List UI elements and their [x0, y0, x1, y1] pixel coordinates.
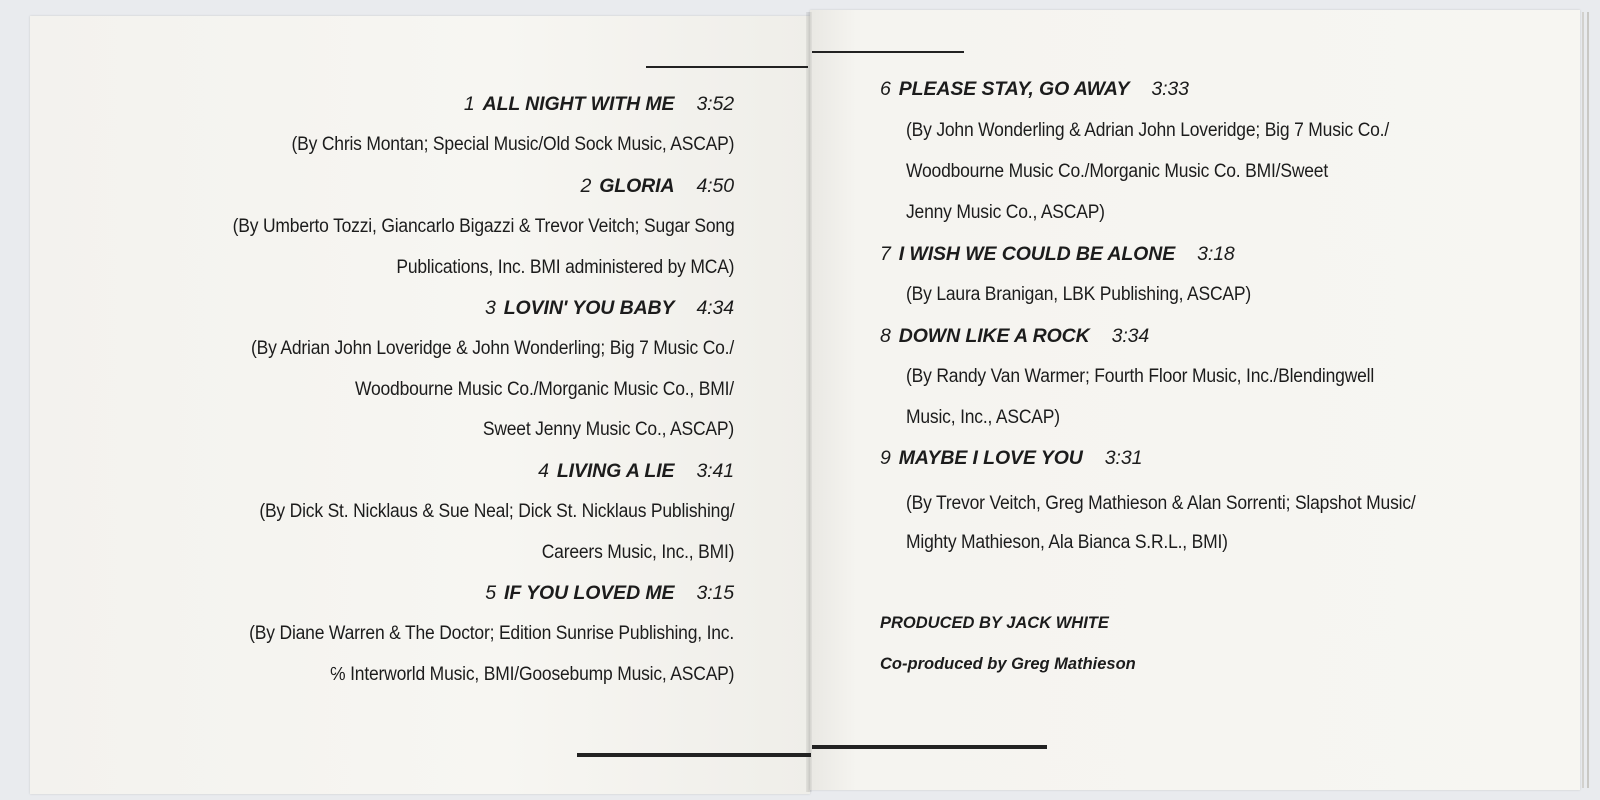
producer-credit: PRODUCED BY JACK WHITE — [880, 614, 1109, 632]
track-duration: 3:18 — [1197, 243, 1235, 265]
track-title-line — [538, 460, 734, 483]
track-title: IF YOU LOVED ME — [504, 582, 675, 604]
track-credit: (By Diane Warren & The Doctor; Edition Sunrise Publishing, Inc. — [249, 623, 734, 644]
track-duration: 3:33 — [1151, 78, 1189, 100]
track-credit: ℅ Interworld Music, BMI/Goosebump Music, ASCAP) — [329, 664, 734, 685]
track-credit: (By Umberto Tozzi, Giancarlo Bigazzi & Trevor Veitch; Sugar Song — [232, 216, 734, 237]
track-credit: Woodbourne Music Co./Morganic Music Co. BMI/Sweet — [906, 161, 1329, 182]
track-credit: (By Chris Montan; Special Music/Old Sock Music, ASCAP) — [291, 134, 734, 155]
track-credit: Sweet Jenny Music Co., ASCAP) — [482, 419, 734, 440]
track-title: LIVING A LIE — [556, 460, 675, 482]
booklet-spine — [806, 12, 812, 792]
track-number: 3 — [484, 297, 496, 319]
track-title: GLORIA — [599, 175, 675, 197]
track-title: DOWN LIKE A ROCK — [898, 325, 1090, 347]
track-number: 2 — [580, 175, 592, 197]
bottom-rule-right — [812, 745, 1047, 749]
track-number: 6 — [880, 78, 891, 100]
track-credit: (By Randy Van Warmer; Fourth Floor Music, Inc./Blendingwell — [906, 366, 1375, 387]
track-credit: Music, Inc., ASCAP) — [906, 407, 1060, 428]
track-credit: (By Dick St. Nicklaus & Sue Neal; Dick St. Nicklaus Publishing/ — [258, 501, 734, 522]
track-duration: 3:41 — [696, 460, 734, 482]
track-title-line — [485, 582, 734, 605]
track-number: 1 — [463, 93, 475, 115]
track-number: 9 — [880, 447, 891, 469]
track-duration: 4:34 — [696, 297, 734, 319]
track-duration: 3:34 — [1111, 325, 1150, 347]
track-credit: Woodbourne Music Co./Morganic Music Co., BMI/ — [354, 379, 734, 400]
track-credit: (By Trevor Veitch, Greg Mathieson & Alan Sorrenti; Slapshot Music/ — [906, 493, 1416, 514]
track-duration: 3:31 — [1104, 447, 1143, 469]
track-number: 5 — [485, 582, 497, 604]
track-title: I WISH WE COULD BE ALONE — [898, 243, 1176, 265]
track-credit: Mighty Mathieson, Ala Bianca S.R.L., BMI) — [906, 532, 1228, 553]
page-edge — [1587, 12, 1589, 788]
track-duration: 4:50 — [696, 175, 734, 197]
track-title: ALL NIGHT WITH ME — [482, 93, 675, 115]
track-title: PLEASE STAY, GO AWAY — [898, 78, 1130, 100]
track-number: 7 — [880, 243, 891, 265]
track-duration: 3:52 — [696, 93, 734, 115]
top-rule-right — [812, 51, 964, 53]
top-rule-left — [646, 66, 808, 68]
track-title-line — [580, 175, 734, 198]
track-credit: (By Adrian John Loveridge & John Wonderling; Big 7 Music Co./ — [250, 338, 734, 359]
track-number: 4 — [538, 460, 549, 482]
track-title-line — [880, 325, 1149, 348]
page-edge — [1582, 12, 1584, 788]
track-title: LOVIN' YOU BABY — [503, 297, 675, 319]
track-duration: 3:15 — [696, 582, 734, 604]
track-title-line — [880, 243, 1235, 266]
track-credit: (By John Wonderling & Adrian John Loveridge; Big 7 Music Co./ — [906, 120, 1390, 141]
track-credit: Careers Music, Inc., BMI) — [541, 542, 734, 563]
track-title-line — [880, 78, 1189, 101]
track-title-line — [880, 447, 1142, 470]
track-credit: (By Laura Branigan, LBK Publishing, ASCAP) — [906, 284, 1251, 305]
track-number: 8 — [880, 325, 891, 347]
co-producer-credit: Co-produced by Greg Mathieson — [880, 655, 1136, 673]
bottom-rule-left — [577, 753, 811, 757]
track-credit: Publications, Inc. BMI administered by MCA) — [396, 257, 734, 278]
track-credit: Jenny Music Co., ASCAP) — [906, 202, 1105, 223]
track-title: MAYBE I LOVE YOU — [898, 447, 1083, 469]
track-title-line — [485, 297, 734, 320]
track-title-line — [464, 93, 734, 116]
